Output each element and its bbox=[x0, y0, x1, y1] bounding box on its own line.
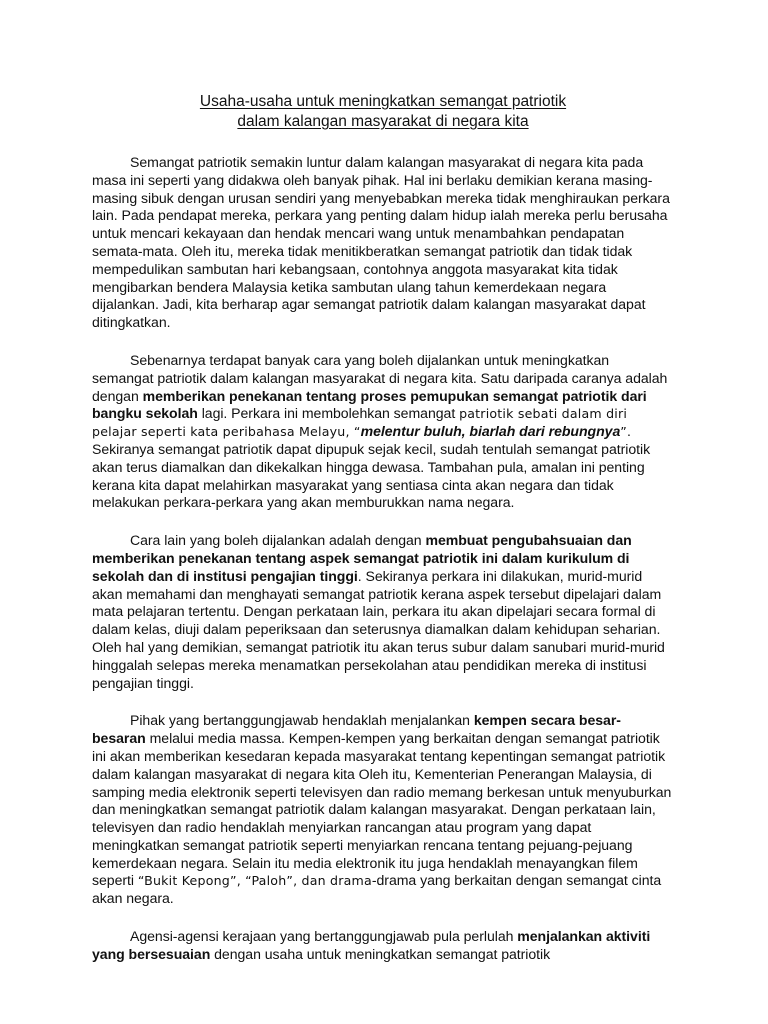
paragraph-2-text-a: Sebenarnya terdapat banyak cara yang boleh dijalankan untuk meningkatkan semangat patriotik dalam kalangan masyarakat di negara kita. Satu daripada caranya adalah dengan bbox=[92, 351, 668, 404]
paragraph-1 bbox=[92, 154, 674, 332]
paragraph-5 bbox=[92, 928, 674, 964]
paragraph-4-text-a: Pihak yang bertanggungjawab hendaklah menjalankan bbox=[130, 712, 474, 729]
paragraph-3-text-a: Cara lain yang boleh dijalankan adalah dengan bbox=[130, 532, 426, 549]
document-title bbox=[92, 92, 674, 132]
paragraph-2-proverb: melentur buluh, biarlah dari rebungnya bbox=[360, 423, 621, 440]
title-line-1: Usaha-usaha untuk meningkatkan semangat patriotik bbox=[199, 93, 567, 110]
paragraph-2-text-b: lagi. Perkara ini membolehkan semangat bbox=[197, 405, 460, 422]
paragraph-3 bbox=[92, 532, 674, 692]
paragraph-4-bold: kempen secara besar-besaran bbox=[92, 712, 621, 747]
paragraph-5-text-a: Agensi-agensi kerajaan yang bertanggungjawab pula perlulah bbox=[130, 928, 518, 945]
paragraph-4 bbox=[92, 712, 674, 908]
paragraph-1-text: Semangat patriotik semakin luntur dalam kalangan masyarakat di negara kita pada masa ini seperti yang didakwa oleh banyak pihak. Hal ini berlaku demikian kerana masing-masing sibuk dengan urusan sendiri yang menyebabkan mereka tidak menghiraukan perkara lain. Pada pendapat mereka, perkara yang penting dalam hidup ialah mereka perlu berusaha untuk mencari kekayaan dan hendak mencari wang untuk menambahkan pendapatan semata-mata. Oleh itu, mereka tidak menitikberatkan semangat patriotik dan tidak tidak mempedulikan sambutan hari kebangsaan, contohnya anggota masyarakat kita tidak mengibarkan bendera Malaysia ketika sambutan ulang tahun kemerdekaan negara dijalankan. Jadi, kita berharap agar semangat patriotik dalam kalangan masyarakat dapat ditingkatkan. bbox=[92, 154, 670, 331]
paragraph-4-film-titles: “Bukit Kepong”, “Paloh”, dan drama bbox=[137, 873, 372, 889]
paragraph-3-text-b: . Sekiranya perkara ini dilakukan, murid-murid akan memahami dan menghayati semangat patriotik kerana aspek tersebut dipelajari dalam mata pelajaran tertentu. Dengan perkataan lain, perkara itu akan dipelajari secara formal di dalam kelas, diuji dalam peperiksaan dan seterusnya diamalkan dalam kehidupan seharian. Oleh hal yang demikian, semangat patriotik itu akan terus subur dalam sanubari murid-murid hinggalah selepas mereka menamatkan persekolahan atau pendidikan mereka di institusi pengajian tinggi. bbox=[92, 567, 665, 691]
title-line-2: dalam kalangan masyarakat di negara kita bbox=[237, 113, 529, 130]
paragraph-2-bold: memberikan penekanan tentang proses pemupukan semangat patriotik dari bangku sekolah bbox=[92, 387, 647, 422]
paragraph-5-bold: menjalankan aktiviti yang bersesuaian bbox=[92, 928, 651, 962]
paragraph-4-text-b: melalui media massa. Kempen-kempen yang berkaitan dengan semangat patriotik ini akan memberikan kesedaran kepada masyarakat tentang kepentingan semangat patriotik dalam kalangan masyarakat di negara kita Oleh itu, Kementerian Penerangan Malaysia, di samping media elektronik seperti televisyen dan radio memang berkesan untuk menyuburkan dan meningkatkan semangat patriotik dalam kalangan masyarakat. Dengan perkataan lain, televisyen dan radio hendaklah menyiarkan rancangan atau program yang dapat meningkatkan semangat patriotik seperti menyiarkan rencana tentang pejuang-pejuang kemerdekaan negara. Selain itu media elektronik itu juga hendaklah menayangkan filem seperti bbox=[92, 730, 672, 889]
paragraph-2-proverb-intro: patriotik sebati dalam diri pelajar seperti kata peribahasa Melayu, “ bbox=[92, 406, 628, 440]
paragraph-5-text-b: dengan usaha untuk meningkatkan semangat patriotik bbox=[210, 945, 551, 962]
paragraph-2-text-c: . Sekiranya semangat patriotik dapat dipupuk sejak kecil, sudah tentulah semangat patriotik akan terus diamalkan dan dikekalkan hingga dewasa. Tambahan pula, amalan ini penting kerana kita dapat melahirkan masyarakat yang sentiasa cinta akan negara dan tidak melakukan perkara-perkara yang akan memburukkan nama negara. bbox=[92, 423, 651, 511]
paragraph-2 bbox=[92, 352, 674, 512]
paragraph-2-proverb-close: ” bbox=[620, 424, 627, 440]
paragraph-3-bold: membuat pengubahsuaian dan memberikan penekanan tentang aspek semangat patriotik ini dalam kurikulum di sekolah dan di institusi pengajian tinggi bbox=[92, 532, 632, 584]
paragraph-4-text-c: -drama yang berkaitan dengan semangat cinta akan negara. bbox=[92, 872, 662, 907]
